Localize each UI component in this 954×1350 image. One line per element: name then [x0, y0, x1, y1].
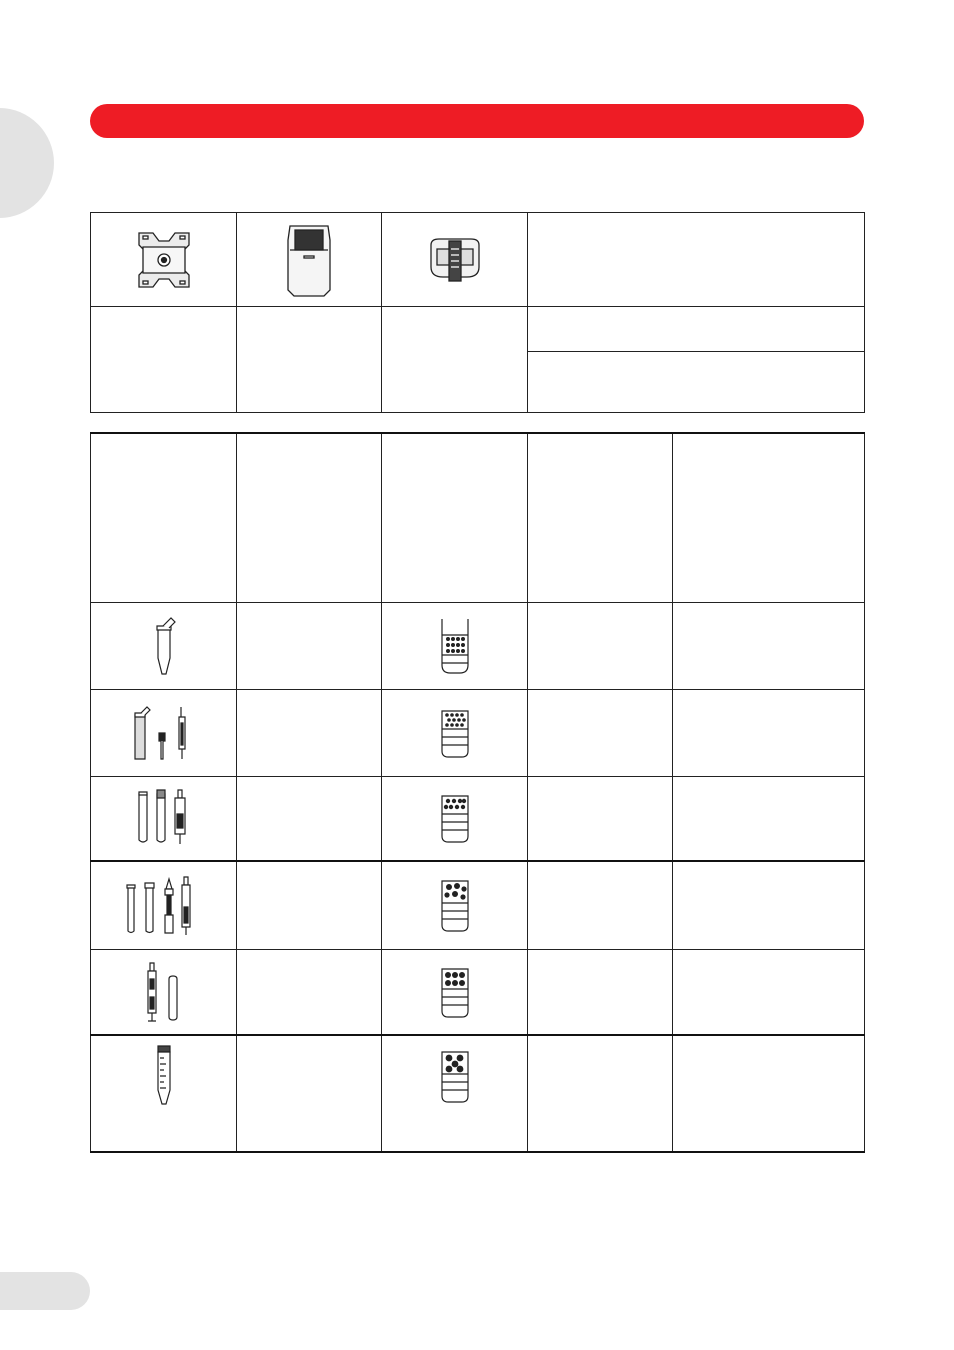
- spec-cell-1: [528, 307, 865, 352]
- rotor-description-cell: [528, 213, 865, 307]
- adapter-8-hole-icon: [438, 792, 472, 844]
- table-header-row: [91, 433, 865, 602]
- adapter-many-hole-icon: [438, 707, 472, 759]
- bucket-icon: [286, 220, 332, 300]
- adapter-name-cell: [382, 307, 528, 413]
- syringe-tube-icon: [139, 961, 189, 1023]
- remarks-cell: [673, 689, 865, 776]
- tube-cell: [91, 1035, 237, 1152]
- remarks-cell: [673, 861, 865, 949]
- bucket-image-cell: [237, 213, 382, 307]
- rotor-image-cell: [91, 213, 237, 307]
- header-tube-type: [91, 433, 237, 602]
- capacity-cell: [237, 949, 382, 1035]
- small-tubes-icon: [129, 703, 199, 763]
- microtube-icon: [149, 614, 179, 678]
- adapter-cell: [382, 949, 528, 1035]
- rotor-name-cell: [91, 307, 237, 413]
- order-cell: [528, 602, 673, 689]
- adapter-cell: [382, 602, 528, 689]
- rotor-icon: [129, 225, 199, 295]
- capacity-cell: [237, 776, 382, 861]
- header-order-no: [528, 433, 673, 602]
- header-capacity: [237, 433, 382, 602]
- adapter-cell: [382, 861, 528, 949]
- header-adapter: [382, 433, 528, 602]
- order-cell: [528, 1035, 673, 1152]
- tube-cell: [91, 689, 237, 776]
- capacity-cell: [237, 602, 382, 689]
- accessory-table: [90, 432, 865, 1153]
- table-row: [91, 602, 865, 689]
- remarks-cell: [673, 949, 865, 1035]
- order-cell: [528, 949, 673, 1035]
- remarks-cell: [673, 1035, 865, 1152]
- adapter-6-hole-icon: [438, 965, 472, 1019]
- tube-cell: [91, 776, 237, 861]
- remarks-cell: [673, 776, 865, 861]
- tube-cell: [91, 602, 237, 689]
- conical-tube-icon: [152, 1044, 176, 1108]
- adapter-12-hole-icon: [438, 617, 472, 675]
- capacity-cell: [237, 1035, 382, 1152]
- page-number-tab: [0, 1272, 90, 1310]
- chapter-side-tab: [0, 108, 54, 218]
- table-row: [91, 1035, 865, 1152]
- adapter-insert-icon: [425, 235, 485, 285]
- adapter-cell: [382, 1035, 528, 1152]
- bucket-name-cell: [237, 307, 382, 413]
- order-cell: [528, 776, 673, 861]
- order-cell: [528, 689, 673, 776]
- order-cell: [528, 861, 673, 949]
- assorted-tubes-icon: [122, 873, 206, 937]
- table-row: [91, 776, 865, 861]
- tube-cell: [91, 949, 237, 1035]
- blood-tubes-icon: [129, 788, 199, 848]
- adapter-5-hole-icon: [438, 1048, 472, 1104]
- adapter-cell: [382, 689, 528, 776]
- section-title-bar: [90, 104, 864, 138]
- table-row: [91, 949, 865, 1035]
- header-remarks: [673, 433, 865, 602]
- table-row: [91, 861, 865, 949]
- adapter-cell: [382, 776, 528, 861]
- adapter-7-hole-icon: [438, 877, 472, 933]
- adapter-image-cell: [382, 213, 528, 307]
- table-row: [91, 689, 865, 776]
- spec-cell-2: [528, 352, 865, 413]
- tube-cell: [91, 861, 237, 949]
- rotor-overview-table: [90, 212, 865, 413]
- remarks-cell: [673, 602, 865, 689]
- capacity-cell: [237, 689, 382, 776]
- capacity-cell: [237, 861, 382, 949]
